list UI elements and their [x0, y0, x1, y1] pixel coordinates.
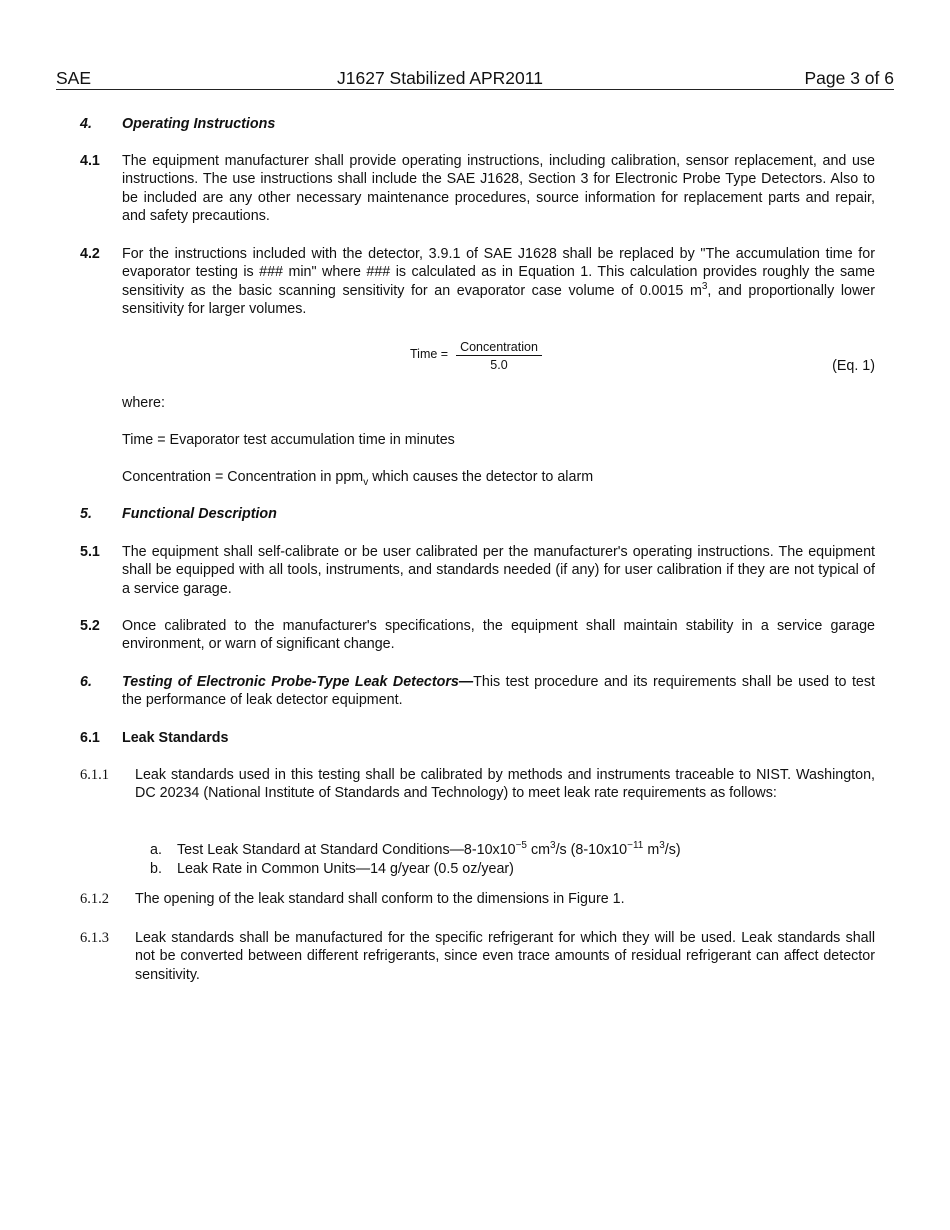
equation-label: (Eq. 1) [832, 358, 875, 374]
where-label: where: [122, 395, 165, 411]
section-number: 5.1 [80, 544, 100, 560]
definition-concentration [122, 468, 593, 486]
paragraph-text: The equipment manufacturer shall provide operating instructions, including calibration, sensor replacement, and use instructions. The use instructions shall include the SAE J1628, Section 3 for Electronic Probe Type Detectors. Also to be included are any other necessary maintenance procedures, source information for replacement parts and repair, and safety precautions. [122, 153, 875, 225]
section-title: Testing of Electronic Probe-Type Leak Detectors— [122, 674, 474, 690]
paragraph-text-part: This test procedure and its requirements shall be used to test the performance of leak detector equipment. [122, 674, 876, 709]
list-text [177, 841, 681, 859]
paragraph-text-part: , and proportionally lower sensitivity for larger volumes. [122, 282, 875, 318]
equation-1 [410, 338, 550, 374]
section-number: 4.2 [80, 246, 100, 262]
section-number: 4. [80, 116, 92, 132]
section-number: 5. [80, 506, 92, 522]
list-text-part: m [643, 842, 660, 858]
paragraph-text-part: For the instructions included with the detector, 3.9.1 of SAE J1628 shall be replaced by "The accumulation time for evaporator testing is ### min" where ### is calculated as in Equation 1. This calculation provides roughly the same sensitivity as the basic scanning sensitivity for an evaporator case volume of 0.0015 m [122, 246, 875, 299]
page-header [56, 68, 894, 90]
section-title: Leak Standards [122, 730, 229, 746]
header-page-number: Page 3 of 6 [804, 68, 894, 88]
section-number: 5.2 [80, 618, 100, 634]
paragraph-text [122, 245, 875, 319]
equation-denominator: 5.0 [490, 358, 508, 372]
section-number: 6.1.1 [80, 767, 109, 783]
superscript: 3 [550, 840, 556, 852]
section-number: 6.1 [80, 730, 100, 746]
list-marker: a. [150, 842, 162, 858]
section-number: 4.1 [80, 153, 100, 169]
equation-numerator: Concentration [460, 340, 538, 354]
header-org: SAE [56, 68, 92, 88]
section-number: 6.1.3 [80, 930, 109, 946]
paragraph-text: Leak standards used in this testing shall be calibrated by methods and instruments traceable to NIST. Washington, DC 20234 (National Institute of Standards and Technology) to meet leak rate requirements as follows: [135, 767, 875, 802]
list-text: Leak Rate in Common Units—14 g/year (0.5 oz/year) [177, 861, 514, 877]
subscript: v [363, 476, 369, 488]
list-text-part: cm [526, 842, 551, 858]
equation-lhs: Time = [410, 347, 449, 361]
superscript: −11 [627, 840, 644, 852]
paragraph-text [122, 673, 875, 710]
section-number: 6.1.2 [80, 891, 109, 907]
paragraph-text: The equipment shall self-calibrate or be user calibrated per the manufacturer's operating instructions. The equipment shall be equipped with all tools, instruments, and standards needed (if any) for user calibration if they are not typical of a service garage. [122, 544, 875, 597]
definition-time: Time = Evaporator test accumulation time in minutes [122, 432, 455, 448]
list-marker: b. [150, 861, 162, 877]
section-title: Operating Instructions [122, 116, 276, 132]
section-number: 6. [80, 674, 92, 690]
definition-text: Concentration = Concentration in ppm [122, 469, 364, 485]
list-text-part: /s) [664, 842, 681, 858]
paragraph-text: Leak standards shall be manufactured for the specific refrigerant for which they will be used. Leak standards shall not be converted between different refrigerants, since even trace amounts of residual refrigerant can affect detector sensitivity. [135, 930, 875, 983]
list-text-part: Test Leak Standard at Standard Conditions—8-10x10 [177, 842, 516, 858]
superscript: 3 [701, 281, 708, 293]
superscript: −5 [515, 840, 527, 852]
list-text-part: /s (8-10x10 [555, 842, 628, 858]
section-title: Functional Description [122, 506, 277, 522]
superscript: 3 [659, 840, 665, 852]
paragraph-text: Once calibrated to the manufacturer's specifications, the equipment shall maintain stability in a service garage environment, or warn of significant change. [122, 618, 875, 653]
definition-text: which causes the detector to alarm [368, 469, 594, 485]
paragraph-text: The opening of the leak standard shall conform to the dimensions in Figure 1. [135, 891, 625, 907]
header-doc-id: J1627 Stabilized APR2011 [337, 68, 543, 88]
